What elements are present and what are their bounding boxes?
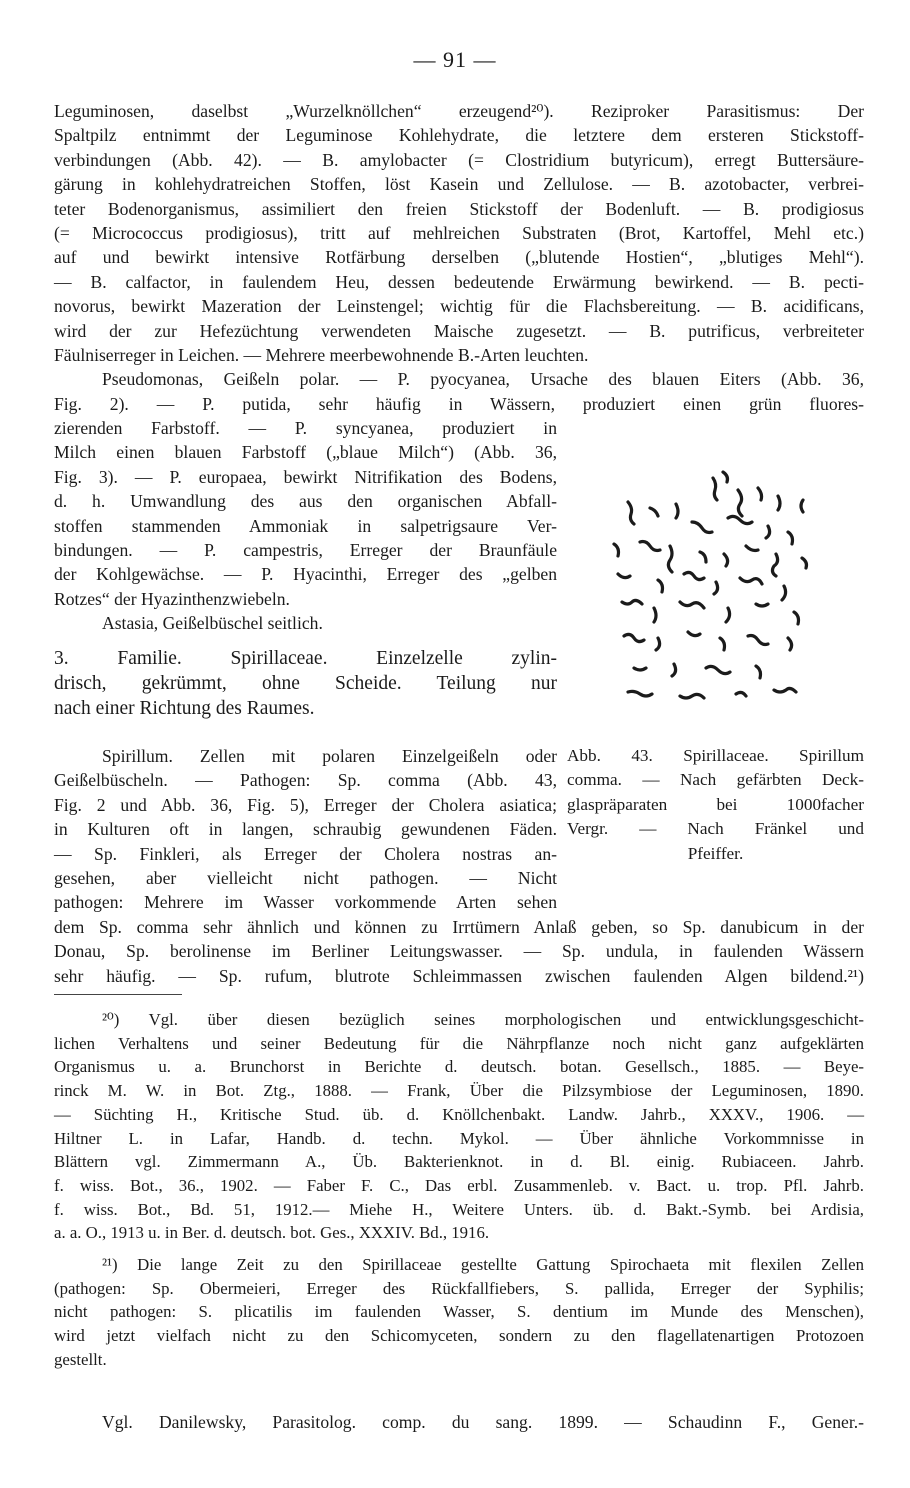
text-line: der Kohlgewächse. — P. Hyacinthi, Erreger des „gelben	[54, 564, 557, 585]
caption-line: Pfeiffer.	[687, 843, 744, 863]
figure-caption	[567, 744, 864, 866]
footnote-line: ²⁰) Vgl. über diesen bezüglich seines morphologischen und entwicklungsgeschicht-	[102, 1010, 864, 1029]
caption-line: comma. — Nach gefärbten Deck-	[567, 770, 864, 790]
text-line: in Kulturen oft in langen, schraubig gewundenen Fäden.	[54, 819, 557, 840]
footnote-line: ²¹) Die lange Zeit zu den Spirillaceae gestellte Gattung Spirochaeta mit flexilen Zellen	[102, 1255, 864, 1275]
footnote-line: Blättern vgl. Zimmermann A., Üb. Bakterienknot. in d. Bl. einig. Rubiaceen. Jahrb.	[54, 1152, 864, 1172]
family-line: drisch, gekrümmt, ohne Scheide. Teilung nur	[54, 673, 557, 694]
footnote-line: Organismus u. a. Brunchorst in Berichte d. deutsch. botan. Gesellsch., 1885. — Beye-	[54, 1057, 864, 1077]
footnote-line: (pathogen: Sp. Obermeieri, Erreger des Rückfallfiebers, S. pallida, Erreger der Syphilis;	[54, 1278, 864, 1298]
text-line: Spaltpilz entnimmt der Leguminose Kohlehydrate, die letztere dem ersteren Stickstoff-	[54, 125, 864, 146]
spirillum-micrograph	[588, 442, 858, 724]
text-line: d. h. Umwandlung des aus den organischen Abfall-	[54, 491, 557, 512]
spirillum-continuation	[54, 915, 864, 988]
bibliography-line	[54, 1410, 864, 1434]
caption-line: glaspräparaten bei 1000facher	[567, 794, 864, 814]
text-line: Pseudomonas, Geißeln polar. — P. pyocyanea, Ursache des blauen Eiters (Abb. 36,	[102, 369, 864, 390]
text-line: stoffen stammenden Ammoniak in salpetrigsaure Ver-	[54, 515, 557, 536]
text-line: Fig. 2). — P. putida, sehr häufig in Wässern, produziert einen grün fluores-	[54, 393, 864, 414]
pseudomonas-paragraph	[54, 416, 557, 636]
caption-line: Abb. 43. Spirillaceae. Spirillum	[567, 746, 864, 765]
text-line: sehr häufig. — Sp. rufum, blutrote Schleimmassen zwischen faulenden Algen bildend.²¹)	[54, 965, 864, 986]
text-line: auf und bewirkt intensive Rotfärbung derselben („blutende Hostien“, „blutiges Mehl“).	[54, 247, 864, 268]
text-line: teter Bodenorganismus, assimiliert den freien Stickstoff der Bodenluft. — B. prodigiosus	[54, 198, 864, 219]
family-line: nach einer Richtung des Raumes.	[54, 698, 315, 719]
text-line: bindungen. — P. campestris, Erreger der Braunfäule	[54, 540, 557, 561]
text-line: gesehen, aber vielleicht nicht pathogen. — Nicht	[54, 868, 557, 889]
text-line: pathogen: Mehrere im Wasser vorkommende Arten sehen	[54, 892, 557, 913]
text-line: Leguminosen, daselbst „Wurzelknöllchen“ erzeugend²⁰). Reziproker Parasitismus: Der	[54, 101, 864, 121]
footnote-line: Hiltner L. in Lafar, Handb. d. techn. Mykol. — Über ähnliche Vorkommnisse in	[54, 1128, 864, 1148]
astasia-line: Astasia, Geißelbüschel seitlich.	[102, 613, 323, 634]
text-line: zierenden Farbstoff. — P. syncyanea, produziert in	[54, 418, 557, 438]
page-number: — 91 —	[413, 47, 497, 72]
footnote-line: — Süchting H., Kritische Stud. üb. d. Knöllchenbakt. Landw. Jahrb., XXXV., 1906. —	[54, 1104, 864, 1124]
family-line: 3. Familie. Spirillaceae. Einzelzelle zylin-	[54, 648, 557, 669]
text-line: — Sp. Finkleri, als Erreger der Cholera nostras an-	[54, 843, 557, 864]
footnote-line: wird jetzt vielfach nicht zu den Schicomyceten, sondern zu den flagellatenartigen Protozoen	[54, 1326, 864, 1346]
footnote-line: f. wiss. Bot., 36., 1902. — Faber F. C., Das erbl. Zusammenleb. v. Bact. u. trop. Pfl. Jahrb.	[54, 1175, 864, 1195]
footnote-line: f. wiss. Bot., Bd. 51, 1912.— Miehe H., Weitere Unters. üb. d. Bakt.-Symb. bei Ardisia,	[54, 1199, 864, 1219]
footnote-line: gestellt.	[54, 1349, 107, 1369]
text-line: Milch einen blauen Farbstoff („blaue Milch“) (Abb. 36,	[54, 442, 557, 463]
text-line: wird der zur Hefezüchtung verwendeten Maische zugesetzt. — B. putrificus, verbreiteter	[54, 320, 864, 341]
text-line: novorus, bewirkt Mazeration der Leinstengel; wichtig für die Flachsbereitung. — B. acidificans,	[54, 296, 864, 317]
intro-paragraph	[54, 99, 864, 416]
text-line: Fäulniserreger in Leichen. — Mehrere meerbewohnende B.-Arten leuchten.	[54, 345, 589, 366]
text-line: Geißelbüscheln. — Pathogen: Sp. comma (Abb. 43,	[54, 770, 557, 791]
text-line: dem Sp. comma sehr ähnlich und können zu Irrtümern Anlaß geben, so Sp. danubicum in der	[54, 917, 864, 937]
caption-line: Vergr. — Nach Fränkel und	[567, 819, 864, 839]
family-heading	[54, 646, 557, 721]
text-line: — B. calfactor, in faulendem Heu, dessen bedeutende Erwärmung bewirkend. — B. pecti-	[54, 271, 864, 292]
text-line: Rotzes“ der Hyazinthenzwiebeln.	[54, 588, 290, 609]
spirillum-comma-figure	[588, 442, 858, 724]
footnote-line: rinck M. W. in Bot. Ztg., 1888. — Frank, Über die Pilzsymbiose der Leguminosen, 1890.	[54, 1081, 864, 1101]
footnote-line: nicht pathogen: S. plicatilis im faulenden Wasser, S. dentium im Munde des Menschen),	[54, 1302, 864, 1322]
footnote-line: a. a. O., 1913 u. in Ber. d. deutsch. bot. Ges., XXXIV. Bd., 1916.	[54, 1223, 490, 1243]
footnote-divider	[54, 994, 182, 995]
text-line: Vgl. Danilewsky, Parasitolog. comp. du sang. 1899. — Schaudinn F., Gener.-	[102, 1412, 864, 1432]
text-line: Fig. 2 und Abb. 36, Fig. 5), Erreger der Cholera asiatica;	[54, 794, 557, 815]
spirillum-paragraph	[54, 744, 557, 915]
text-line: Fig. 3). — P. europaea, bewirkt Nitrifikation des Bodens,	[54, 466, 557, 487]
footnote-line: lichen Verhaltens und seiner Bedeutung für die Nährpflanze noch nicht ganz aufgeklärten	[54, 1033, 864, 1053]
text-line: (= Micrococcus prodigiosus), tritt auf mehlreichen Substraten (Brot, Kartoffel, Mehl etc.)	[54, 223, 864, 244]
text-line: Spirillum. Zellen mit polaren Einzelgeißeln oder	[102, 746, 557, 766]
text-line: gärung in kohlehydratreichen Stoffen, löst Kasein und Zellulose. — B. azotobacter, verbrei-	[54, 174, 864, 195]
footnotes	[54, 1008, 864, 1372]
text-line: verbindungen (Abb. 42). — B. amylobacter (= Clostridium butyricum), erregt Buttersäure-	[54, 149, 864, 170]
text-line: Donau, Sp. berolinense im Berliner Leitungswasser. — Sp. undula, in faulenden Wässern	[54, 941, 864, 962]
